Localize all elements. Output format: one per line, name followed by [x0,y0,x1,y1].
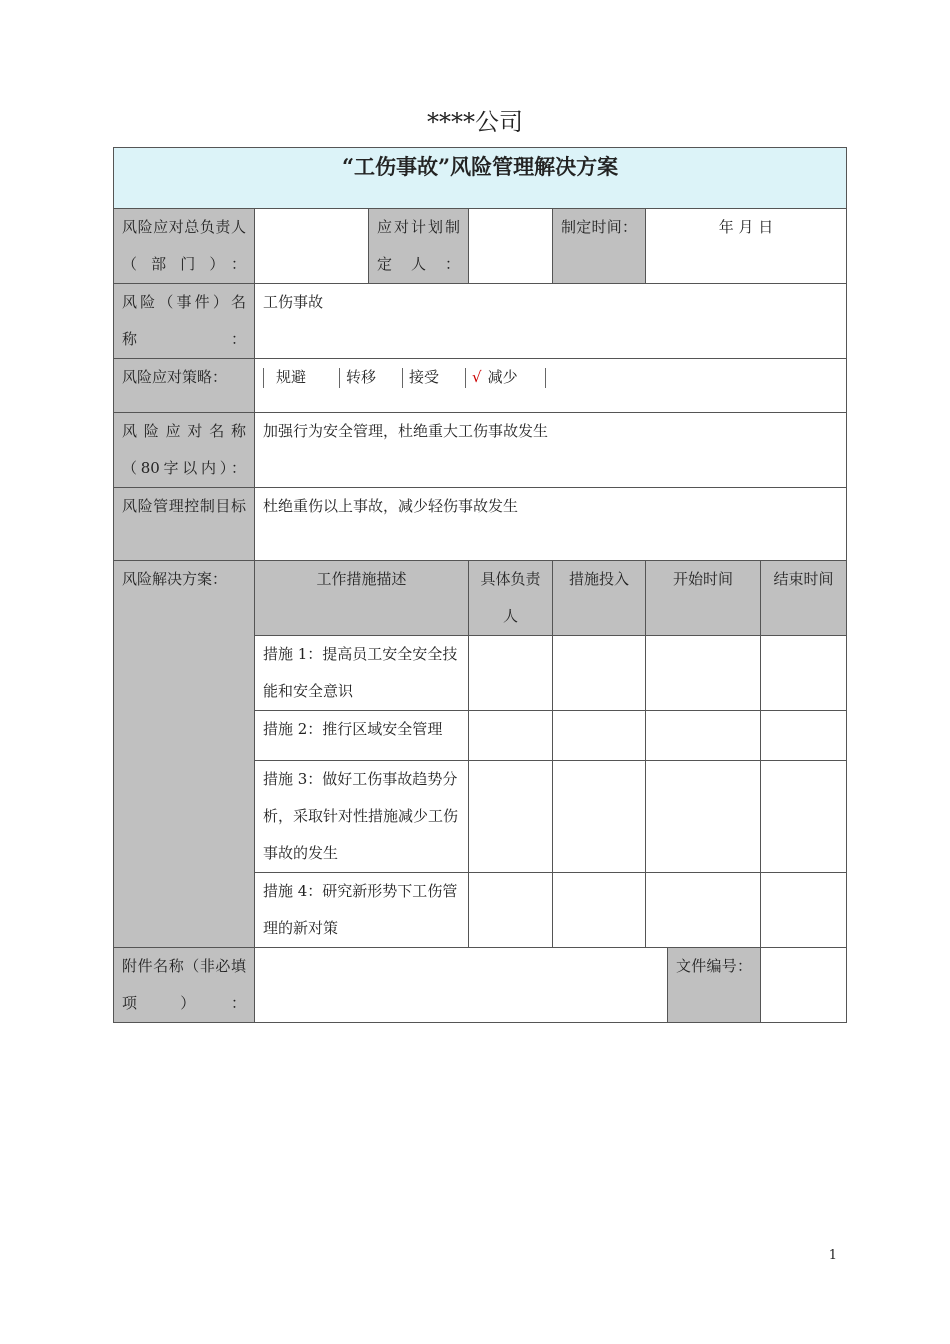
measure-1: 措施 1：提高员工安全安全技能和安全意识 [255,636,469,711]
date-value[interactable]: 年 月 日 [646,209,847,284]
owner-value[interactable] [255,209,369,284]
date-label: 制定时间： [553,209,646,284]
strategy-options [255,359,847,413]
response-name-label: 风险应对名称（80字以内）： [114,413,255,488]
risk-name-label: 风险（事件）名称： [114,284,255,359]
measure-4-investment[interactable] [553,873,646,948]
measure-1-start[interactable] [646,636,761,711]
checkbox-icon [263,368,264,388]
company-name: ****公司 [427,108,523,136]
file-no-value[interactable] [761,948,847,1023]
strategy-option-avoid[interactable]: 规避 [263,359,339,396]
measure-4-end[interactable] [761,873,847,948]
header-measure-desc: 工作措施描述 [255,561,469,636]
measure-3-responsible[interactable] [469,761,553,873]
checkbox-icon [402,368,403,388]
measure-3-start[interactable] [646,761,761,873]
measure-4-start[interactable] [646,873,761,948]
measure-2-responsible[interactable] [469,711,553,761]
strategy-option-accept[interactable]: 接受 [402,359,465,396]
header-end-time: 结束时间 [761,561,847,636]
check-mark-icon: √ [472,368,482,386]
header-start-time: 开始时间 [646,561,761,636]
header-investment: 措施投入 [553,561,646,636]
planner-label: 应对计划制定人： [369,209,469,284]
attachment-label: 附件名称（非必填项）： [114,948,255,1023]
attachment-value[interactable] [255,948,668,1023]
checkbox-icon [465,368,466,388]
measure-1-end[interactable] [761,636,847,711]
checkbox-end-icon [545,368,546,388]
measure-3-end[interactable] [761,761,847,873]
measure-2-end[interactable] [761,711,847,761]
control-goal-value[interactable]: 杜绝重伤以上事故，减少轻伤事故发生 [255,488,847,561]
control-goal-label: 风险管理控制目标 [114,488,255,561]
response-name-value[interactable]: 加强行为安全管理，杜绝重大工伤事故发生 [255,413,847,488]
strategy-label: 风险应对策略： [114,359,255,413]
measure-1-responsible[interactable] [469,636,553,711]
strategy-option-transfer[interactable]: 转移 [339,359,402,396]
strategy-option-reduce[interactable]: √ 减少 [465,359,545,396]
form-title: “工伤事故”风险管理解决方案 [114,148,847,209]
risk-plan-table [113,147,847,1023]
file-no-label: 文件编号： [668,948,761,1023]
measure-3-investment[interactable] [553,761,646,873]
header-responsible: 具体负责人 [469,561,553,636]
page-number: 1 [828,1248,837,1263]
measure-2-start[interactable] [646,711,761,761]
measure-1-investment[interactable] [553,636,646,711]
solution-label: 风险解决方案： [114,561,255,948]
measure-4: 措施 4：研究新形势下工伤管理的新对策 [255,873,469,948]
measure-3: 措施 3：做好工伤事故趋势分析，采取针对性措施减少工伤事故的发生 [255,761,469,873]
risk-name-value[interactable]: 工伤事故 [255,284,847,359]
measure-2: 措施 2：推行区域安全管理 [255,711,469,761]
planner-value[interactable] [469,209,553,284]
measure-2-investment[interactable] [553,711,646,761]
owner-label: 风险应对总负责人（部门）： [114,209,255,284]
measure-4-responsible[interactable] [469,873,553,948]
checkbox-icon [339,368,340,388]
